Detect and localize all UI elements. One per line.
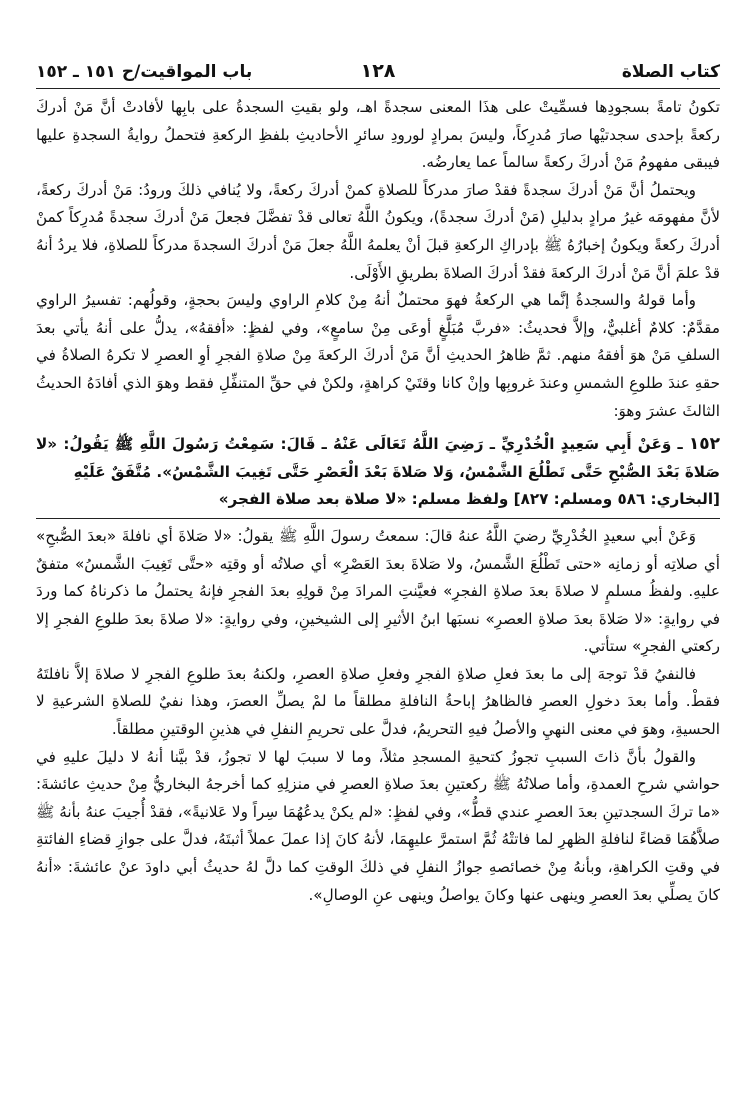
book-title: كتاب الصلاة [621, 62, 720, 82]
header-rule [36, 88, 720, 89]
paragraph: تكونُ تامةً بسجودِها فسمِّيتْ على هذَا المعنى سجدةً اهـ، ولو بقيتِ السجدةُ على بابِها لأفادتْ أنَّ مَنْ أدركَ ركعةً بإحدى سجدتيْها صارَ مُدرِكاً، وليسَ بمرادٍ لورودِ سائرِ الأحاديثِ بلفظِ الركعةِ فتحملُ روايةُ السجدةِ عليها فيبقى مفهومُ مَنْ أدركَ ركعةً سالماً عما يعارضُه. [36, 98, 720, 172]
hadith-references: [البخاري: ٥٨٦ ومسلم: ٨٢٧] ولفظ مسلم: «لا صلاة بعد صلاة الفجر» [218, 490, 720, 509]
page-body [36, 94, 720, 1104]
page-number: ١٢٨ [360, 60, 396, 82]
paragraph: وَعَنْ أبي سعيدٍ الخُدْرِيِّ رضيَ اللَّهُ عنهُ قالَ: سمعتُ رسولَ اللَّهِ ﷺ يقولُ: «لا صَلاةَ أي نافلةَ «بعدَ الصُّبحِ» أي صلاتِه أو زمانِه «حتى تَطْلُعَ الشَّمسُ، ولا صَلاةَ بعدَ العَصْرِ» أي صلاتُه أو وقتِه «حتَّى تَغِيبَ الشَّمسُ» متفقٌ عليهِ. ولفظُ مسلمٍ لا صلاةَ بعدَ صلاةِ الفجرِ» فعيَّنتِ المرادَ مِنْ قولِهِ بعدَ الفجرِ فإنهُ يحتملُ ما ذكرناهُ كما وردَ في روايةٍ: «لا صَلاةَ بعدَ صلاةِ العصرِ» نسبَها ابنُ الأثيرِ إلى الشيخينِ، وفي روايةٍ: «لا صلاةَ بعدَ طلوعِ الفجرِ إلا ركعتي الفجرِ» ستأتي. [36, 526, 720, 656]
page-header [36, 60, 720, 88]
hadith-number: ١٥٢ [688, 434, 720, 455]
section-divider [36, 518, 720, 519]
hadith-body: ـ وَعَنْ أَبِي سَعِيدٍ الْخُدْرِيِّ ـ رَضِيَ اللَّهُ تَعَالَى عَنْهُ ـ قَالَ: سَمِعْتُ رَسُولَ اللَّهِ ﷺ يَقُولُ: «لا صَلاةَ بَعْدَ الصُّبْحِ حَتَّى تَطْلُعَ الشَّمْسُ، وَلا صَلاةَ بَعْدَ الْعَصْرِ حَتَّى تَغِيبَ الشَّمْسُ». مُتَّفَقٌ عَلَيْهِ [36, 435, 720, 481]
paragraph: وأما قولهُ والسجدةُ إنَّما هي الركعةُ فهوَ محتملٌ أنهُ مِنْ كلامِ الراوي وليسَ بحجةٍ، وقولُهم: تفسيرُ الراوي مقدَّمٌ: كلامٌ أغلبيٌّ، وإلاَّ فحديثُ: «فربَّ مُبَلَّغٍ أوعَى مِنْ سامعٍ»، وفي لفظٍ: «أفقهُ»، يدلُّ على أنهُ يأتي بعدَ السلفِ مَنْ هوَ أفقهُ منهم. ثمَّ ظاهرُ الحديثِ أنَّ مَنْ أدركَ الركعةَ مِنْ صلاةِ الفجرِ أوِ العصرِ لا تكرهُ الصلاةُ في حقهِ عندَ طلوعِ الشمسِ وعندَ غروبِها وإنْ كانا وقتَيْ كراهةٍ، ولكنْ في حقِّ المتنفِّلِ فقط وهوَ الذي أفادَهُ الحديثُ الثالثَ عشرَ وهوَ: [36, 291, 720, 420]
chapter-title: باب المواقيت/ح ١٥١ ـ ١٥٢ [36, 62, 253, 82]
paragraph: ويحتملُ أنَّ مَنْ أدركَ سجدةً فقدْ صارَ مدركاً للصلاةِ كمنْ أدركَ ركعةً، ولا يُنافي ذلكَ ورودُ: مَنْ أدركَ ركعةً، لأنَّ مفهومَه غيرُ مرادٍ بدليلِ (مَنْ أدركَ سجدةً)، ويكونُ اللَّهُ تعالى قدْ تفضَّلَ فجعلَ مَنْ أدركَ سجدةً مُدرِكاً كمنْ أدركَ ركعةً ويكونُ إخبارُهُ ﷺ بإدراكِ الركعةِ قبلَ أنْ يعلمهُ اللَّهُ جعلَ مَنْ أدركَ السجدةَ مدركاً للصلاةِ، فلا يردُ أنهُ قدْ علمَ أنَّ مَنْ أدركَ الركعةَ فقدْ أدركَ الصلاةَ بطريقِ الأَوْلَى. [36, 180, 720, 282]
paragraph: فالنفيُ قدْ توجهَ إلى ما بعدَ فعلِ صلاةِ الفجرِ وفعلِ صلاةِ العصرِ، ولكنهُ بعدَ طلوعِ الفجرِ لا صلاةَ إلاَّ نافلتَهُ فقطْ. وأما بعدَ دخولِ العصرِ فالظاهرُ إباحةُ النافلةِ مطلقاً ما لمْ يصلِّ العصرَ، وهذا نفيٌ للصلاةِ الشرعيةِ لا الحسيةِ، وهوَ في معنى النهيِ والأصلُ فيهِ التحريمُ، فدلَّ على تحريمِ النفلِ في هذينِ الوقتينِ مطلقاً. [36, 664, 720, 739]
paragraph: والقولُ بأنَّ ذاتَ السببِ تجوزُ كتحيةِ المسجدِ مثلاً، وما لا سببَ لها لا تجوزُ، قدْ بيَّنا أنهُ لا دليلَ عليهِ في حواشي شرحِ العمدةِ، وأما صلاتُهُ ﷺ ركعتينِ بعدَ صلاةِ العصرِ في منزلِهِ كما أخرجهُ البخاريُّ مِنْ حديثِ عائشةَ: «ما تركَ السجدتينِ بعدَ العصرِ عندي قطُّ»، وفي لفظٍ: «لم يكنْ يدعُهُمَا سِراً ولا عَلانيةً»، فقدْ أُجيبَ عنهُ بأنهُ ﷺ صلاَّهُمَا قضاءً لنافلةِ الظهرِ لما فاتتْهُ ثُمَّ استمرَّ عليهِمَا، لأنهُ كانَ إذا عملَ عملاً أثبتَهُ، فدلَّ على جوازِ قضاءِ الفائتةِ في وقتِ الكراهةِ، وبأنهُ مِنْ خصائصهِ جوازُ النفلِ في ذلكَ الوقتِ كما دلَّ لهُ حديثُ أبي داودَ عنْ عائشةَ: «أنهُ كانَ يصلِّي بعدَ العصرِ وينهى عنها وكانَ يواصلُ وينهى عنِ الوصالِ». [36, 747, 720, 904]
hadith-text [36, 431, 720, 486]
